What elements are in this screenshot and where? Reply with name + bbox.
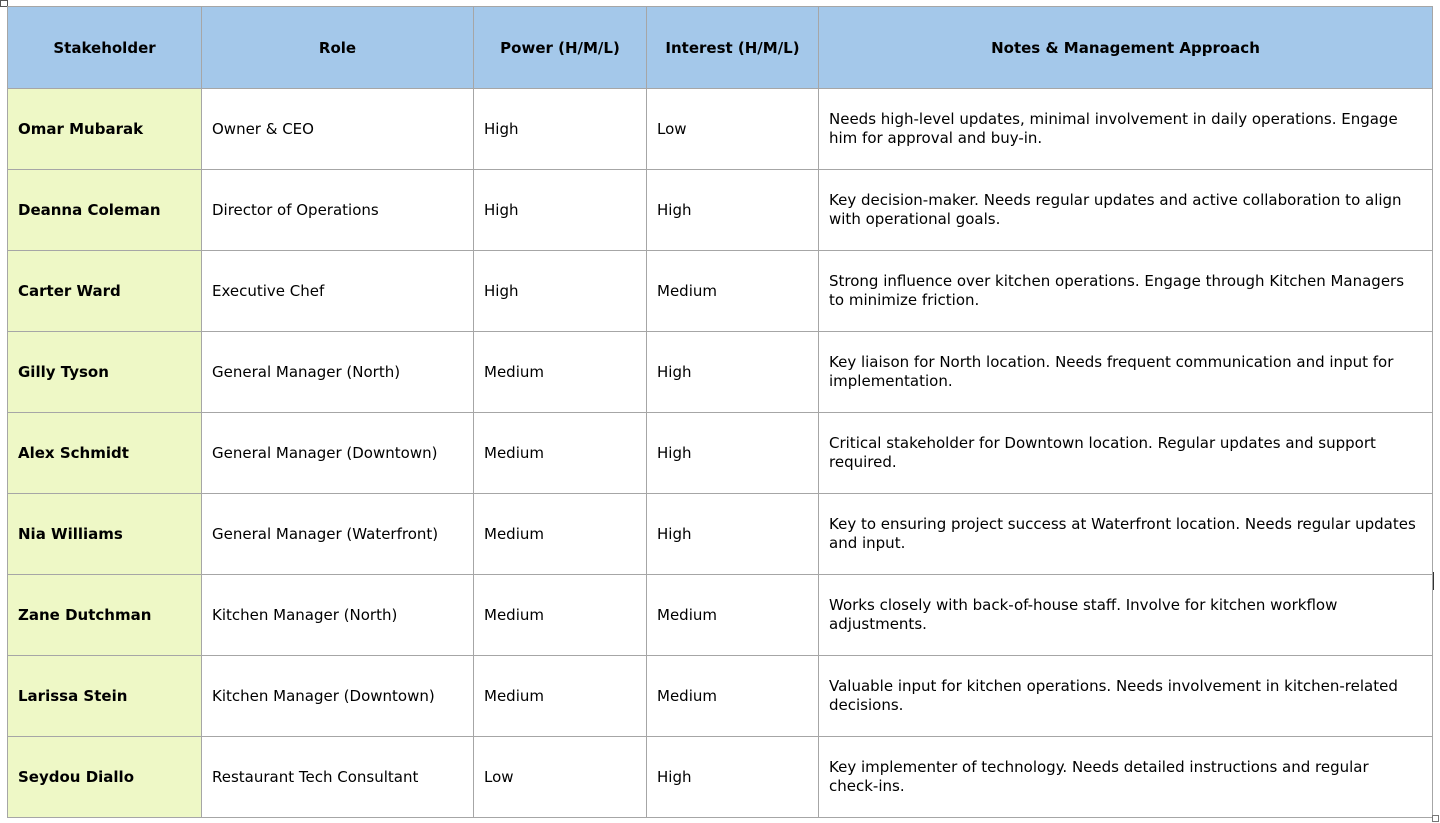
- table-row: [8, 737, 1433, 818]
- cell-power[interactable]: High: [474, 89, 647, 170]
- cell-notes[interactable]: Works closely with back-of-house staff. Involve for kitchen workflow adjustments.: [819, 575, 1433, 656]
- cell-notes[interactable]: Critical stakeholder for Downtown location. Regular updates and support required.: [819, 413, 1433, 494]
- cell-stakeholder[interactable]: Alex Schmidt: [8, 413, 202, 494]
- cell-role[interactable]: Director of Operations: [202, 170, 474, 251]
- cell-notes[interactable]: Valuable input for kitchen operations. Needs involvement in kitchen-related decisions.: [819, 656, 1433, 737]
- cell-stakeholder[interactable]: Omar Mubarak: [8, 89, 202, 170]
- cell-role[interactable]: Executive Chef: [202, 251, 474, 332]
- cell-power[interactable]: Medium: [474, 494, 647, 575]
- cell-stakeholder[interactable]: Deanna Coleman: [8, 170, 202, 251]
- header-stakeholder[interactable]: Stakeholder: [8, 7, 202, 89]
- cell-notes[interactable]: Strong influence over kitchen operations. Engage through Kitchen Managers to minimize friction.: [819, 251, 1433, 332]
- cell-stakeholder[interactable]: Nia Williams: [8, 494, 202, 575]
- cell-role[interactable]: Restaurant Tech Consultant: [202, 737, 474, 818]
- header-interest[interactable]: Interest (H/M/L): [647, 7, 819, 89]
- cell-notes[interactable]: Key to ensuring project success at Waterfront location. Needs regular updates and input.: [819, 494, 1433, 575]
- header-power[interactable]: Power (H/M/L): [474, 7, 647, 89]
- cell-role[interactable]: Kitchen Manager (Downtown): [202, 656, 474, 737]
- cell-notes[interactable]: Key decision-maker. Needs regular updates and active collaboration to align with operational goals.: [819, 170, 1433, 251]
- cell-role[interactable]: Kitchen Manager (North): [202, 575, 474, 656]
- header-notes[interactable]: Notes & Management Approach: [819, 7, 1433, 89]
- cell-notes[interactable]: Needs high-level updates, minimal involvement in daily operations. Engage him for approval and buy-in.: [819, 89, 1433, 170]
- table-row: [8, 251, 1433, 332]
- cell-interest[interactable]: Medium: [647, 656, 819, 737]
- header-role[interactable]: Role: [202, 7, 474, 89]
- cell-role[interactable]: General Manager (Waterfront): [202, 494, 474, 575]
- stakeholder-table-container: [7, 6, 1432, 818]
- cell-power[interactable]: Low: [474, 737, 647, 818]
- cell-power[interactable]: Medium: [474, 575, 647, 656]
- table-row: [8, 656, 1433, 737]
- table-row: [8, 170, 1433, 251]
- cell-notes[interactable]: Key liaison for North location. Needs frequent communication and input for implementation.: [819, 332, 1433, 413]
- cell-stakeholder[interactable]: Larissa Stein: [8, 656, 202, 737]
- cell-role[interactable]: Owner & CEO: [202, 89, 474, 170]
- cell-interest[interactable]: Medium: [647, 575, 819, 656]
- table-header-row: [8, 7, 1433, 89]
- cell-power[interactable]: Medium: [474, 413, 647, 494]
- table-row: [8, 494, 1433, 575]
- cell-interest[interactable]: High: [647, 413, 819, 494]
- cell-stakeholder[interactable]: Gilly Tyson: [8, 332, 202, 413]
- cell-notes[interactable]: Key implementer of technology. Needs detailed instructions and regular check-ins.: [819, 737, 1433, 818]
- table-row: [8, 413, 1433, 494]
- cell-role[interactable]: General Manager (North): [202, 332, 474, 413]
- cell-power[interactable]: Medium: [474, 332, 647, 413]
- cell-stakeholder[interactable]: Zane Dutchman: [8, 575, 202, 656]
- table-row: [8, 575, 1433, 656]
- cell-interest[interactable]: High: [647, 170, 819, 251]
- cell-power[interactable]: High: [474, 170, 647, 251]
- cell-interest[interactable]: Low: [647, 89, 819, 170]
- table-row: [8, 89, 1433, 170]
- text-cursor: [1433, 572, 1434, 590]
- cell-stakeholder[interactable]: Seydou Diallo: [8, 737, 202, 818]
- cell-interest[interactable]: Medium: [647, 251, 819, 332]
- cell-interest[interactable]: High: [647, 332, 819, 413]
- table-row: [8, 332, 1433, 413]
- table-resize-handle[interactable]: [1432, 815, 1439, 822]
- cell-power[interactable]: Medium: [474, 656, 647, 737]
- cell-role[interactable]: General Manager (Downtown): [202, 413, 474, 494]
- cell-interest[interactable]: High: [647, 737, 819, 818]
- cell-power[interactable]: High: [474, 251, 647, 332]
- stakeholder-table: [7, 6, 1433, 818]
- cell-stakeholder[interactable]: Carter Ward: [8, 251, 202, 332]
- cell-interest[interactable]: High: [647, 494, 819, 575]
